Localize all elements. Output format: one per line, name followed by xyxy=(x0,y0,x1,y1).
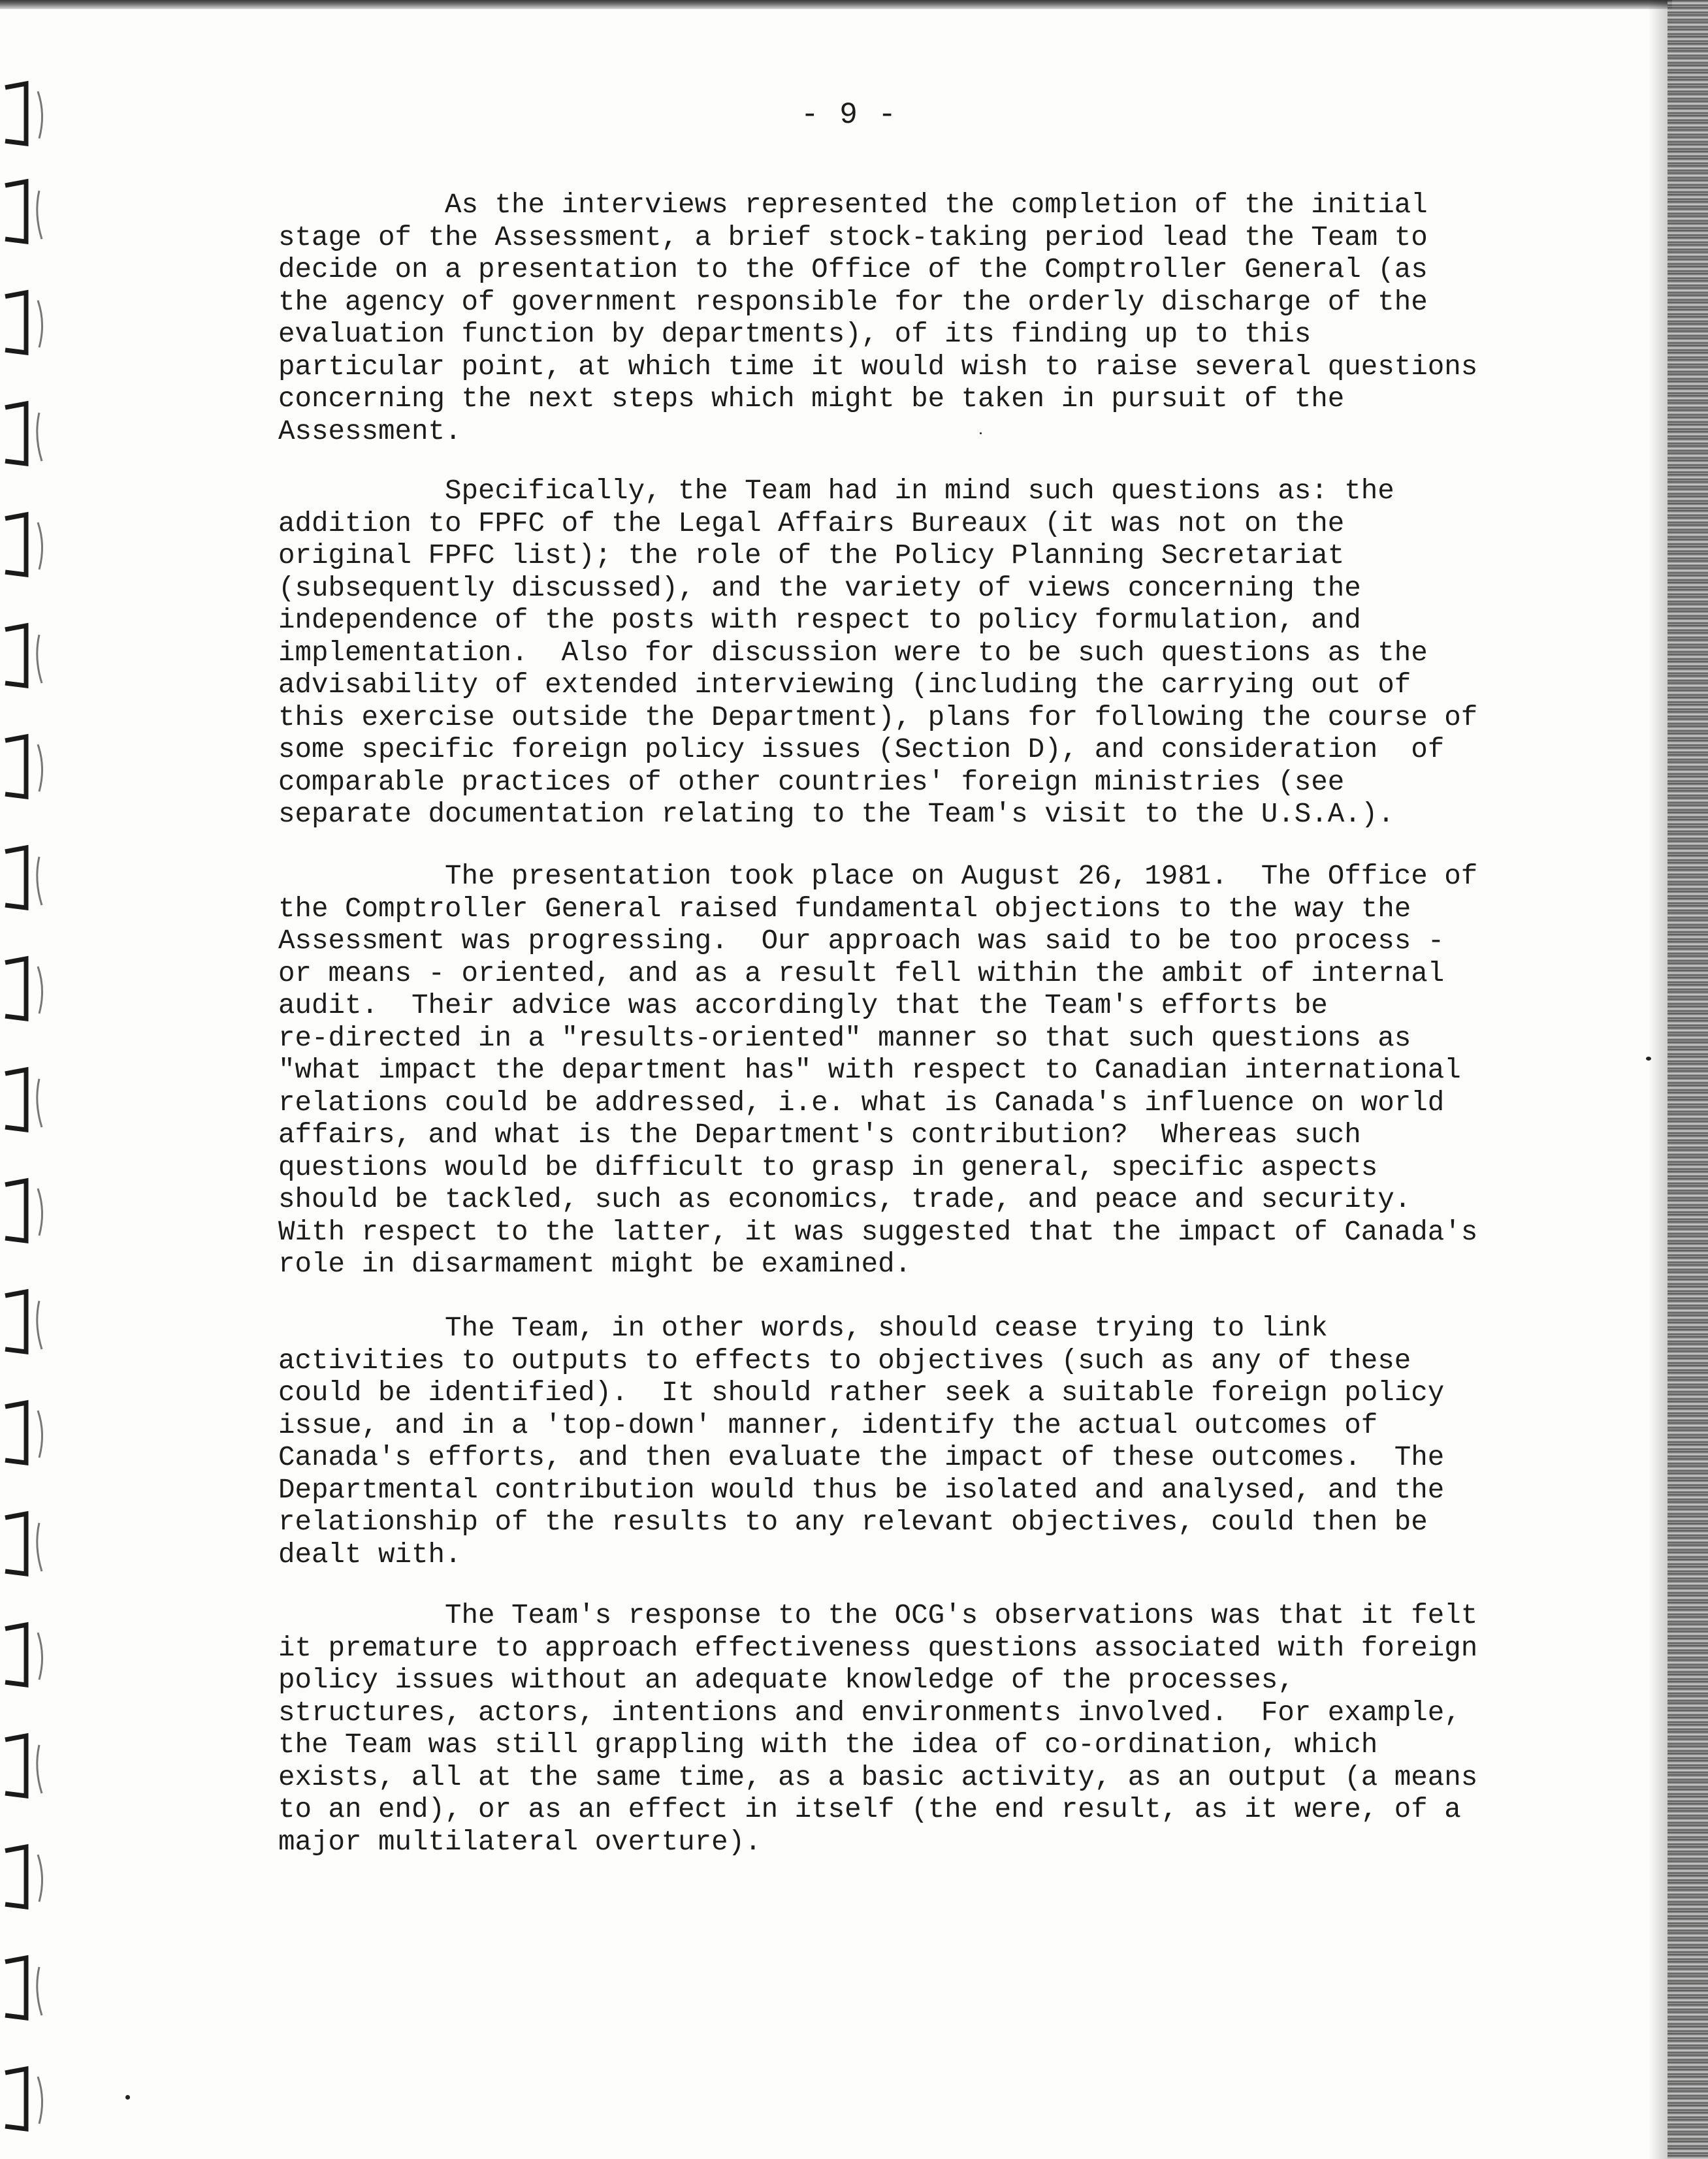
binder-bracket-mark xyxy=(0,731,59,803)
binder-bracket-mark xyxy=(0,842,59,914)
binder-bracket-mark xyxy=(0,620,59,692)
scan-speck xyxy=(1646,1057,1651,1061)
paragraph-presentation: The presentation took place on August 26, 1981. The Office of the Comptroller General raised fundamental objections to the way the Assessment was progressing. Our approach was said to be too process - or means - oriented, and as a result fell within the ambit of internal audit. Their advice was accordingly that the Team's efforts be re-directed in a "results-oriented" manner so that such questions as "what impact the department has" with respect to Canadian international relations could be addressed, i.e. what is Canada's influence on world affairs, and what is the Department's contribution? Whereas such questions would be difficult to grasp in general, specific aspects should be tackled, such as economics, trade, and peace and security. With respect to the latter, it was suggested that the impact of Canada's role in disarmament might be examined. xyxy=(278,861,1478,1280)
page-number: - 9 - xyxy=(800,98,898,132)
scan-speck xyxy=(125,2095,130,2100)
binder-bracket-mark xyxy=(0,1398,59,1469)
binder-bracket-mark xyxy=(0,78,59,150)
binder-bracket-mark xyxy=(0,509,59,581)
binder-bracket-mark xyxy=(0,176,59,248)
binder-bracket-mark xyxy=(0,953,59,1025)
scan-speck xyxy=(980,432,982,434)
binder-bracket-mark xyxy=(0,1953,59,2024)
binder-bracket-mark xyxy=(0,287,59,359)
binder-bracket-mark xyxy=(0,398,59,470)
scan-right-edge xyxy=(1668,0,1708,2159)
paragraph-interviews: As the interviews represented the completion of the initial stage of the Assessment, a brief stock-taking period lead the Team to decide on a presentation to the Office of the Comptroller General (as the agency of government responsible for the orderly discharge of the evaluation function by departments), of its finding up to this particular point, at which time it would wish to raise several questions concerning the next steps which might be taken in pursuit of the Assessment. xyxy=(278,189,1478,447)
paragraph-team-other-words: The Team, in other words, should cease trying to link activities to outputs to effects to objectives (such as any of these could be identified). It should rather seek a suitable foreign policy issue, and in a 'top-down' manner, identify the actual outcomes of Canada's efforts, and then evaluate the impact of these outcomes. The Departmental contribution would thus be isolated and analysed, and the relationship of the results to any relevant objectives, could then be dealt with. xyxy=(278,1313,1445,1571)
binder-bracket-mark xyxy=(0,1175,59,1247)
binder-bracket-mark xyxy=(0,1064,59,1136)
paragraph-team-response: The Team's response to the OCG's observations was that it felt it premature to approach effectiveness questions associated with foreign policy issues without an adequate knowledge of the processes, structures, actors, intentions and environments involved. For example, the Team was still grappling with the idea of co-ordination, which exists, all at the same time, as a basic activity, as an output (a means to an end), or as an effect in itself (the end result, as it were, of a major multilateral overture). xyxy=(278,1600,1478,1858)
scan-right-shadow xyxy=(1648,0,1668,2159)
binder-bracket-mark xyxy=(0,1620,59,1691)
binder-bracket-mark xyxy=(0,1842,59,1913)
binder-bracket-mark xyxy=(0,1731,59,1802)
paragraph-specifically: Specifically, the Team had in mind such questions as: the addition to FPFC of the Legal Affairs Bureaux (it was not on the original FPFC list); the role of the Policy Planning Secretariat (subsequently discussed), and the variety of views concerning the independence of the posts with respect to policy formulation, and implementation. Also for discussion were to be such questions as the advisability of extended interviewing (including the carrying out of this exercise outside the Department), plans for following the course of some specific foreign policy issues (Section D), and consideration of comparable practices of other countries' foreign ministries (see separate documentation relating to the Team's visit to the U.S.A.). xyxy=(278,475,1478,830)
scan-top-edge xyxy=(0,0,1672,9)
binder-bracket-mark xyxy=(0,2064,59,2135)
binder-bracket-mark xyxy=(0,1287,59,1358)
binder-bracket-mark xyxy=(0,1509,59,1580)
